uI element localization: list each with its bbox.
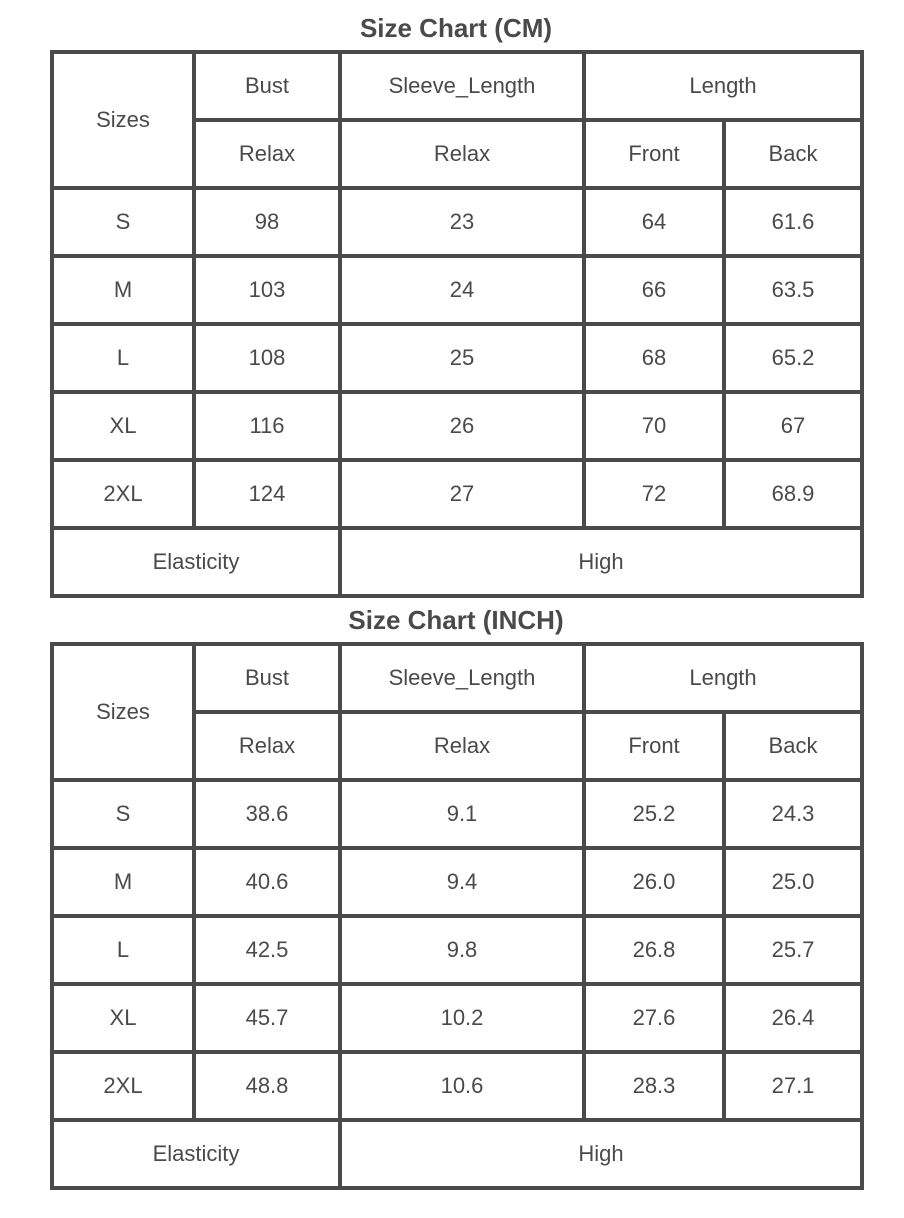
elasticity-row <box>52 1120 862 1188</box>
bust-cell: 38.6 <box>194 780 340 848</box>
size-cell: S <box>52 780 194 848</box>
size-chart-cm-table <box>50 50 864 598</box>
subheader-bust-relax: Relax <box>194 120 340 188</box>
subheader-front: Front <box>584 712 724 780</box>
back-cell: 63.5 <box>724 256 862 324</box>
sleeve-cell: 9.4 <box>340 848 584 916</box>
back-cell: 24.3 <box>724 780 862 848</box>
header-sizes: Sizes <box>52 644 194 780</box>
size-chart-inch-title: Size Chart (INCH) <box>348 605 564 635</box>
bust-cell: 108 <box>194 324 340 392</box>
bust-cell: 42.5 <box>194 916 340 984</box>
table-row <box>52 256 862 324</box>
subheader-front: Front <box>584 120 724 188</box>
header-sleeve-length: Sleeve_Length <box>340 644 584 712</box>
elasticity-row <box>52 528 862 596</box>
size-chart-inch-table <box>50 642 864 1190</box>
table-row <box>52 1052 862 1120</box>
bust-cell: 40.6 <box>194 848 340 916</box>
table-row <box>52 780 862 848</box>
sleeve-cell: 25 <box>340 324 584 392</box>
size-cell: L <box>52 916 194 984</box>
header-length: Length <box>584 52 862 120</box>
front-cell: 27.6 <box>584 984 724 1052</box>
subheader-back: Back <box>724 712 862 780</box>
header-sizes: Sizes <box>52 52 194 188</box>
table-row <box>52 916 862 984</box>
bust-cell: 98 <box>194 188 340 256</box>
sleeve-cell: 27 <box>340 460 584 528</box>
front-cell: 25.2 <box>584 780 724 848</box>
front-cell: 66 <box>584 256 724 324</box>
table-row <box>52 392 862 460</box>
bust-cell: 48.8 <box>194 1052 340 1120</box>
bust-cell: 45.7 <box>194 984 340 1052</box>
front-cell: 26.0 <box>584 848 724 916</box>
table-row <box>52 324 862 392</box>
table-row <box>52 188 862 256</box>
bust-cell: 124 <box>194 460 340 528</box>
back-cell: 26.4 <box>724 984 862 1052</box>
elasticity-label: Elasticity <box>52 1120 340 1188</box>
front-cell: 68 <box>584 324 724 392</box>
subheader-sleeve-relax: Relax <box>340 712 584 780</box>
sleeve-cell: 26 <box>340 392 584 460</box>
sleeve-cell: 24 <box>340 256 584 324</box>
elasticity-label: Elasticity <box>52 528 340 596</box>
size-cell: XL <box>52 984 194 1052</box>
size-cell: M <box>52 256 194 324</box>
sleeve-cell: 9.8 <box>340 916 584 984</box>
subheader-bust-relax: Relax <box>194 712 340 780</box>
header-row <box>52 644 862 712</box>
header-row <box>52 52 862 120</box>
front-cell: 72 <box>584 460 724 528</box>
back-cell: 27.1 <box>724 1052 862 1120</box>
sleeve-cell: 9.1 <box>340 780 584 848</box>
elasticity-value: High <box>340 1120 862 1188</box>
sleeve-cell: 10.6 <box>340 1052 584 1120</box>
size-cell: S <box>52 188 194 256</box>
elasticity-value: High <box>340 528 862 596</box>
subheader-back: Back <box>724 120 862 188</box>
size-cell: 2XL <box>52 460 194 528</box>
size-cell: 2XL <box>52 1052 194 1120</box>
sleeve-cell: 23 <box>340 188 584 256</box>
front-cell: 64 <box>584 188 724 256</box>
bust-cell: 103 <box>194 256 340 324</box>
table-row <box>52 984 862 1052</box>
size-cell: L <box>52 324 194 392</box>
back-cell: 67 <box>724 392 862 460</box>
back-cell: 65.2 <box>724 324 862 392</box>
header-bust: Bust <box>194 644 340 712</box>
bust-cell: 116 <box>194 392 340 460</box>
back-cell: 25.0 <box>724 848 862 916</box>
subheader-sleeve-relax: Relax <box>340 120 584 188</box>
front-cell: 28.3 <box>584 1052 724 1120</box>
header-length: Length <box>584 644 862 712</box>
header-bust: Bust <box>194 52 340 120</box>
sleeve-cell: 10.2 <box>340 984 584 1052</box>
size-cell: XL <box>52 392 194 460</box>
back-cell: 25.7 <box>724 916 862 984</box>
table-row <box>52 460 862 528</box>
back-cell: 61.6 <box>724 188 862 256</box>
front-cell: 26.8 <box>584 916 724 984</box>
front-cell: 70 <box>584 392 724 460</box>
size-chart-cm-title: Size Chart (CM) <box>359 13 553 43</box>
back-cell: 68.9 <box>724 460 862 528</box>
header-sleeve-length: Sleeve_Length <box>340 52 584 120</box>
size-cell: M <box>52 848 194 916</box>
table-row <box>52 848 862 916</box>
